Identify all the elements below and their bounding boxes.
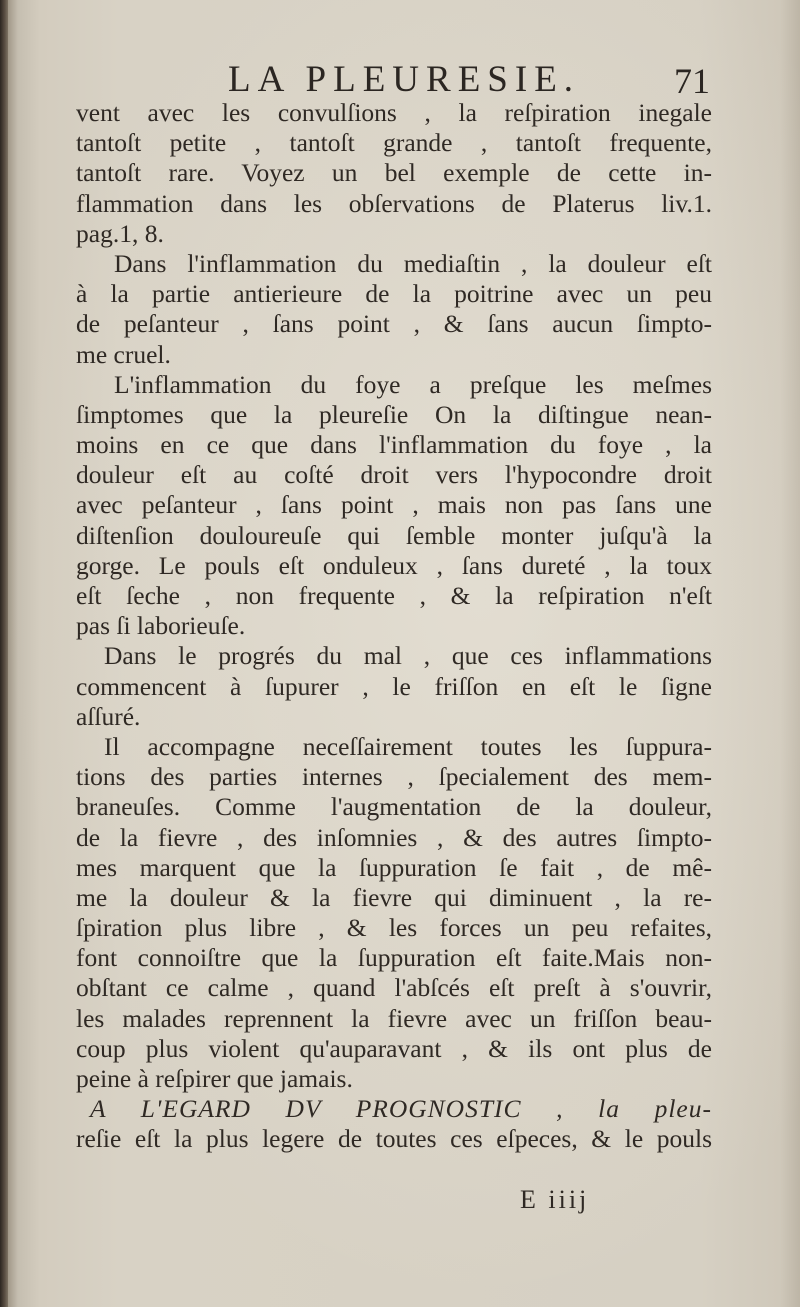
text-line: eſt ſeche , non frequente , & la reſpiration n'eſt (76, 581, 712, 610)
chapter-title: LA PLEURESIE. (228, 59, 581, 100)
text-line: pag.1, 8. (76, 218, 164, 248)
text-line: avec peſanteur , ſans point , mais non pas ſans une (76, 490, 712, 520)
text-line: tions des parties internes , ſpecialement des mem- (76, 762, 712, 792)
text-line: de peſanteur , ſans point , & ſans aucun ſimpto- (76, 309, 712, 339)
text-line: ſpiration plus libre , & les forces un peu refaites, (76, 913, 712, 943)
text-line: mes marquent que la ſuppuration ſe fait , de mê- (76, 852, 712, 882)
text-line: braneuſes. Comme l'augmentation de la douleur, (76, 792, 712, 822)
text-line: reſie eſt la plus legere de toutes ces eſpeces, & le pouls (76, 1124, 712, 1154)
text-line: peine à reſpirer que jamais. (76, 1064, 353, 1093)
book-binding-edge (0, 0, 8, 1307)
text-line: de la fievre , des inſomnies , & des autres ſimpto- (76, 822, 712, 852)
text-line: font connoiſtre que la ſuppuration eſt faite.Mais non- (76, 943, 712, 973)
text-line: à la partie antierieure de la poitrine avec un peu (76, 279, 712, 309)
page-number: 71 (674, 61, 710, 101)
text-line: moins en ce que dans l'inflammation du foye , la (76, 430, 712, 460)
text-line: diſtenſion douloureuſe qui ſemble monter juſqu'à la (76, 520, 712, 550)
text-line: douleur eſt au coſté droit vers l'hypocondre droit (76, 460, 712, 490)
text-line: tantoſt petite , tantoſt grande , tantoſt frequente, (76, 128, 712, 158)
text-line: Il accompagne neceſſairement toutes les ſuppura- (104, 731, 712, 761)
signature-mark: E iiij (520, 1185, 590, 1214)
text-line: pas ſi laborieuſe. (76, 611, 246, 641)
text-line: obſtant ce calme , quand l'abſcés eſt preſt à s'ouvrir, (76, 973, 712, 1003)
body-text (76, 98, 712, 1155)
text-line: tantoſt rare. Voyez un bel exemple de cette in- (76, 158, 712, 188)
text-line: L'inflammation du foye a preſque les meſmes (114, 369, 712, 399)
text-line: coup plus violent qu'auparavant , & ils ont plus de (76, 1033, 712, 1063)
text-line: gorge. Le pouls eſt onduleux , ſans dureté , la toux (76, 550, 712, 580)
text-line: vent avec les convulſions , la reſpiration inegale (76, 98, 712, 127)
text-line: A L'EGARD DV PROGNOSTIC , la pleu- (90, 1094, 712, 1124)
text-line: Dans l'inflammation du mediaſtin , la douleur eſt (114, 248, 712, 278)
text-line: les malades reprennent la fievre avec un friſſon beau- (76, 1003, 712, 1033)
text-line: Dans le progrés du mal , que ces inflammations (104, 641, 712, 671)
text-line: commencent à ſupurer , le friſſon en eſt le ſigne (76, 671, 712, 701)
text-line: ſimptomes que la pleureſie On la diſtingue nean- (76, 399, 712, 429)
text-line: me cruel. (76, 339, 171, 369)
text-line: aſſuré. (76, 701, 141, 731)
text-line: me la douleur & la fievre qui diminuent , la re- (76, 882, 712, 912)
text-line: flammation dans les obſervations de Platerus liv.1. (76, 188, 712, 218)
